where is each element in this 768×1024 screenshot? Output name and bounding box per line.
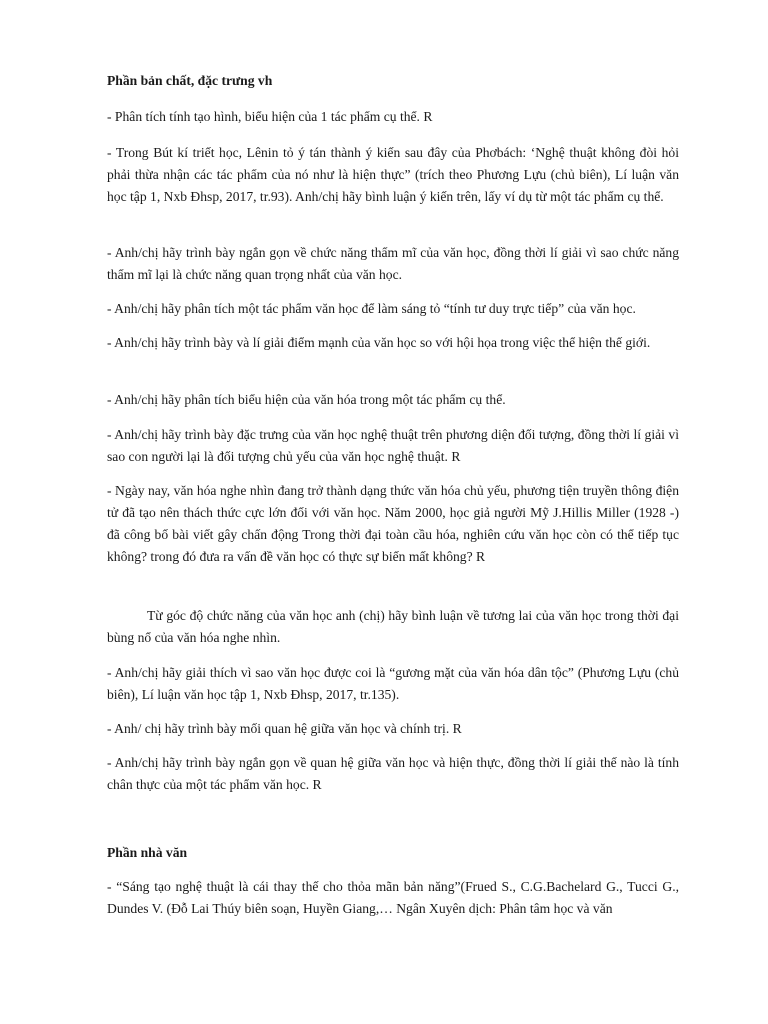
section-heading-writer: Phần nhà văn	[107, 845, 188, 860]
question-item: - Anh/chị hãy giải thích vì sao văn học được coi là “gương mặt của văn hóa dân tộc” (Phương Lựu (chủ biên), Lí luận văn học tập 1, Nxb Đhsp, 2017, tr.135).	[107, 665, 679, 702]
question-item: - “Sáng tạo nghệ thuật là cái thay thế cho thỏa mãn bản năng”(Frued S., C.G.Bachelard G., Tucci G., Dundes V. (Đỗ Lai Thúy biên soạn, Huyền Giang,… Ngân Xuyên dịch: Phân tâm học và văn	[107, 879, 679, 916]
question-item: - Anh/ chị hãy trình bày mối quan hệ giữa văn học và chính trị. R	[107, 721, 462, 736]
question-item: - Anh/chị hãy phân tích một tác phẩm văn học để làm sáng tỏ “tính tư duy trực tiếp” của văn học.	[107, 301, 636, 316]
question-item: - Anh/chị hãy trình bày đặc trưng của văn học nghệ thuật trên phương diện đối tượng, đồng thời lí giải vì sao con người lại là đối tượng chủ yếu của văn học nghệ thuật. R	[107, 427, 679, 464]
question-item: - Anh/chị hãy trình bày ngắn gọn về chức năng thẩm mĩ của văn học, đồng thời lí giải vì sao chức năng thẩm mĩ lại là chức năng quan trọng nhất của văn học.	[107, 245, 679, 282]
question-item: - Anh/chị hãy trình bày ngắn gọn về quan hệ giữa văn học và hiện thực, đồng thời lí giải thế nào là tính chân thực của một tác phẩm văn học. R	[107, 755, 679, 792]
section-heading-nature: Phần bản chất, đặc trưng vh	[107, 73, 273, 88]
question-item: - Ngày nay, văn hóa nghe nhìn đang trở thành dạng thức văn hóa chủ yếu, phương tiện truyền thông điện tử đã tạo nên thách thức cực lớn đối với văn học. Năm 2000, học giả người Mỹ J.Hillis Miller (1928 -) đã công bố bài viết gây chấn động Trong thời đại toàn cầu hóa, nghiên cứu văn học còn có thể tiếp tục không? trong đó đưa ra vấn đề văn học có thực sự biến mất không? R	[107, 483, 679, 564]
question-item: - Phân tích tính tạo hình, biểu hiện của 1 tác phẩm cụ thể. R	[107, 109, 433, 124]
question-item: - Anh/chị hãy phân tích biểu hiện của văn hóa trong một tác phẩm cụ thể.	[107, 392, 506, 407]
question-item: Từ góc độ chức năng của văn học anh (chị) hãy bình luận về tương lai của văn học trong thời đại bùng nổ của văn hóa nghe nhìn.	[107, 608, 679, 645]
question-item: - Anh/chị hãy trình bày và lí giải điểm mạnh của văn học so với hội họa trong việc thể hiện thế giới.	[107, 335, 651, 350]
question-item: - Trong Bút kí triết học, Lênin tỏ ý tán thành ý kiến sau đây của Phơbách: ‘Nghệ thuật không đòi hỏi phải thừa nhận các tác phẩm của nó như là hiện thực” (trích theo Phương Lựu (chủ biên), Lí luận văn học tập 1, Nxb Đhsp, 2017, tr.93). Anh/chị hãy bình luận ý kiến trên, lấy ví dụ từ một tác phẩm cụ thể.	[107, 145, 679, 204]
